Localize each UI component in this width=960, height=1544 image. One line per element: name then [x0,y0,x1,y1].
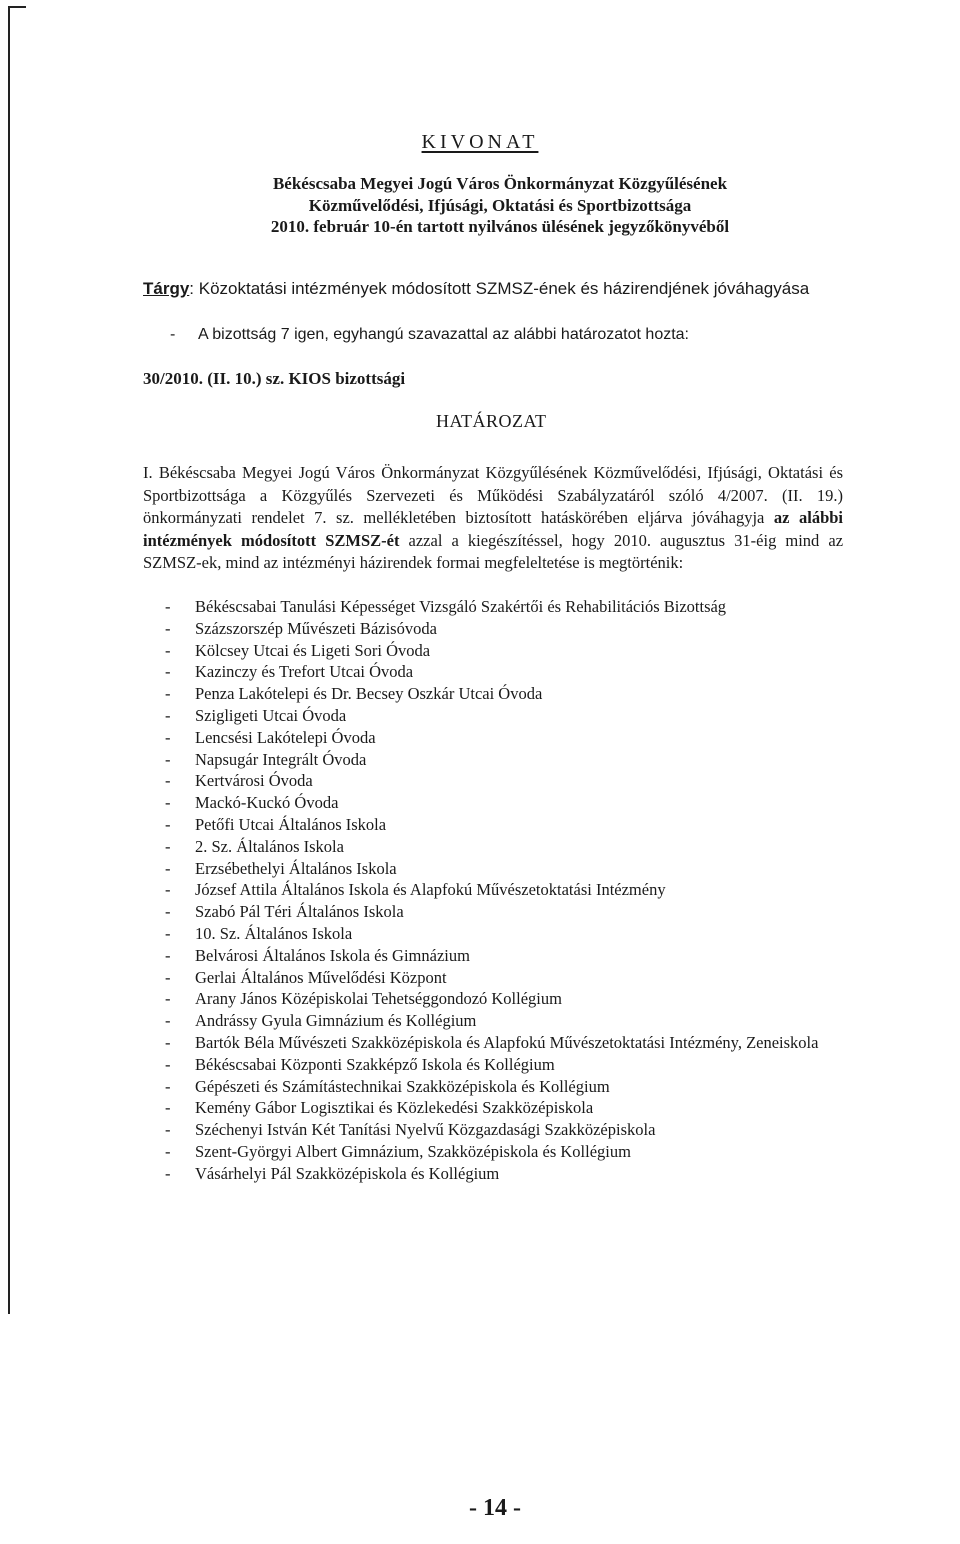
list-dash: - [165,967,171,987]
institution-list-item [143,1141,843,1163]
page-number: - 14 - [469,1495,521,1521]
institution-list-item [143,923,843,945]
institution-name: Szabó Pál Téri Általános Iskola [195,902,404,922]
institution-name: Bartók Béla Művészeti Szakközépiskola és Alapfokú Művészetoktatási Intézmény, Zeneiskola [195,1032,819,1052]
institution-name: Mackó-Kuckó Óvoda [195,793,339,813]
institution-list-item [143,901,843,923]
institution-list-item [143,879,843,901]
document-title: KIVONAT [421,131,539,153]
list-dash: - [165,640,171,660]
document-heading [0,173,960,238]
list-dash: - [165,1141,171,1161]
institution-name: Belvárosi Általános Iskola és Gimnázium [195,945,470,965]
list-dash: - [165,989,171,1009]
institution-name: 10. Sz. Általános Iskola [195,923,353,943]
institution-name: Széchenyi István Két Tanítási Nyelvű Közgazdasági Szakközépiskola [195,1120,656,1140]
list-dash: - [165,1011,171,1031]
resolution-paragraph [143,462,843,575]
decision-line [170,326,689,344]
institution-list-item [143,988,843,1010]
list-dash: - [165,1032,171,1052]
institution-name: Petőfi Utcai Általános Iskola [195,814,387,834]
institution-name: Lencsési Lakótelepi Óvoda [195,727,376,747]
institution-name: Arany János Középiskolai Tehetséggondozó Kollégium [195,989,562,1009]
institution-name: Gépészeti és Számítástechnikai Szakközépiskola és Kollégium [195,1076,610,1096]
institution-list-item [143,1119,843,1141]
institution-name: Békéscsabai Tanulási Képességet Vizsgáló Szakértői és Rehabilitációs Bizottság [195,597,727,616]
institution-list-item [143,858,843,880]
institution-name: Vásárhelyi Pál Szakközépiskola és Kollégium [195,1163,500,1183]
decision-text: A bizottság 7 igen, egyhangú szavazattal az alábbi határozatot hozta: [198,326,689,343]
institution-list-item [143,596,843,618]
institution-list-item [143,661,843,683]
subject-label: Tárgy [143,279,190,298]
institution-list-item [143,640,843,662]
institution-list-item [143,705,843,727]
list-dash: - [165,793,171,813]
list-dash: - [165,880,171,900]
list-dash: - [165,597,171,616]
paragraph-text-1: I. Békéscsaba Megyei Jogú Város Önkormányzat Közgyűlésének Közművelődési, Ifjúsági, Oktatási és Sportbizottsága a Közgyűlés Szervezeti és Működési Szabályzatáról szóló 4/2007. (II. 19.) önkormányzati rendelet 7. sz. mellékletében biztosított hatáskörében eljárva jóváhagyja [143,463,843,527]
list-dash: - [165,1163,171,1183]
institution-name: Erzsébethelyi Általános Iskola [195,858,397,878]
list-dash: - [165,814,171,834]
list-dash: - [165,902,171,922]
institution-list-item [143,967,843,989]
list-dash: - [165,1098,171,1118]
list-dash: - [165,618,171,638]
institution-name: Kemény Gábor Logisztikai és Közlekedési Szakközépiskola [195,1098,594,1118]
decision-dash: - [170,326,176,343]
institution-list-item [143,770,843,792]
institution-list-item [143,1010,843,1032]
institution-list-item [143,618,843,640]
list-dash: - [165,749,171,769]
institution-list-item [143,683,843,705]
institution-name: József Attila Általános Iskola és Alapfokú Művészetoktatási Intézmény [195,880,666,900]
resolution-reference: 30/2010. (II. 10.) sz. KIOS bizottsági [143,369,406,388]
scan-border-top [8,6,26,8]
list-dash: - [165,727,171,747]
institution-name: Békéscsabai Központi Szakképző Iskola és Kollégium [195,1054,555,1074]
institution-list [143,596,843,1185]
institution-list-item [143,727,843,749]
institution-list-item [143,1076,843,1098]
institution-name: 2. Sz. Általános Iskola [195,836,344,856]
list-dash: - [165,945,171,965]
institution-list-item [143,749,843,771]
institution-name: Gerlai Általános Művelődési Központ [195,967,447,987]
list-dash: - [165,1054,171,1074]
subject-line [143,279,809,299]
institution-list-item [143,1032,843,1054]
institution-name: Andrássy Gyula Gimnázium és Kollégium [195,1011,477,1031]
resolution-heading: HATÁROZAT [436,411,547,431]
institution-list-item [143,792,843,814]
list-dash: - [165,1076,171,1096]
list-dash: - [165,923,171,943]
list-dash: - [165,705,171,725]
list-dash: - [165,836,171,856]
list-dash: - [165,858,171,878]
heading-line: Békéscsaba Megyei Jogú Város Önkormányzat Közgyűlésének [272,174,728,193]
paragraph-bold-text: az alábbi intézmények módosított SZMSZ-ét [143,508,844,550]
institution-name: Szigligeti Utcai Óvoda [195,705,347,725]
heading-line: Közművelődési, Ifjúsági, Oktatási és Sportbizottsága [308,195,692,215]
list-dash: - [165,662,171,682]
heading-line: 2010. február 10-én tartott nyilvános ülésének jegyzőkönyvéből [270,217,730,236]
institution-name: Kertvárosi Óvoda [195,771,313,791]
paragraph-text-2: azzal a kiegészítéssel, hogy 2010. augusztus 31-éig mind az SZMSZ-ek, mind az intézményi házirendek formai megfeleltetése is megtörténik: [143,530,844,572]
institution-name: Kazinczy és Trefort Utcai Óvoda [195,662,414,682]
institution-list-item [143,945,843,967]
institution-list-item [143,836,843,858]
list-dash: - [165,1120,171,1140]
list-dash: - [165,684,171,704]
institution-list-item [143,814,843,836]
institution-list-item [143,1054,843,1076]
list-dash: - [165,771,171,791]
institution-name: Szent-Györgyi Albert Gimnázium, Szakközépiskola és Kollégium [195,1141,631,1161]
institution-name: Napsugár Integrált Óvoda [195,749,367,769]
institution-name: Százszorszép Művészeti Bázisóvoda [195,618,437,638]
institution-name: Kölcsey Utcai és Ligeti Sori Óvoda [195,640,431,660]
institution-list-item [143,1163,843,1185]
institution-list-item [143,1097,843,1119]
institution-name: Penza Lakótelepi és Dr. Becsey Oszkár Utcai Óvoda [195,684,543,704]
subject-text: : Közoktatási intézmények módosított SZMSZ-ének és házirendjének jóváhagyása [189,279,810,298]
